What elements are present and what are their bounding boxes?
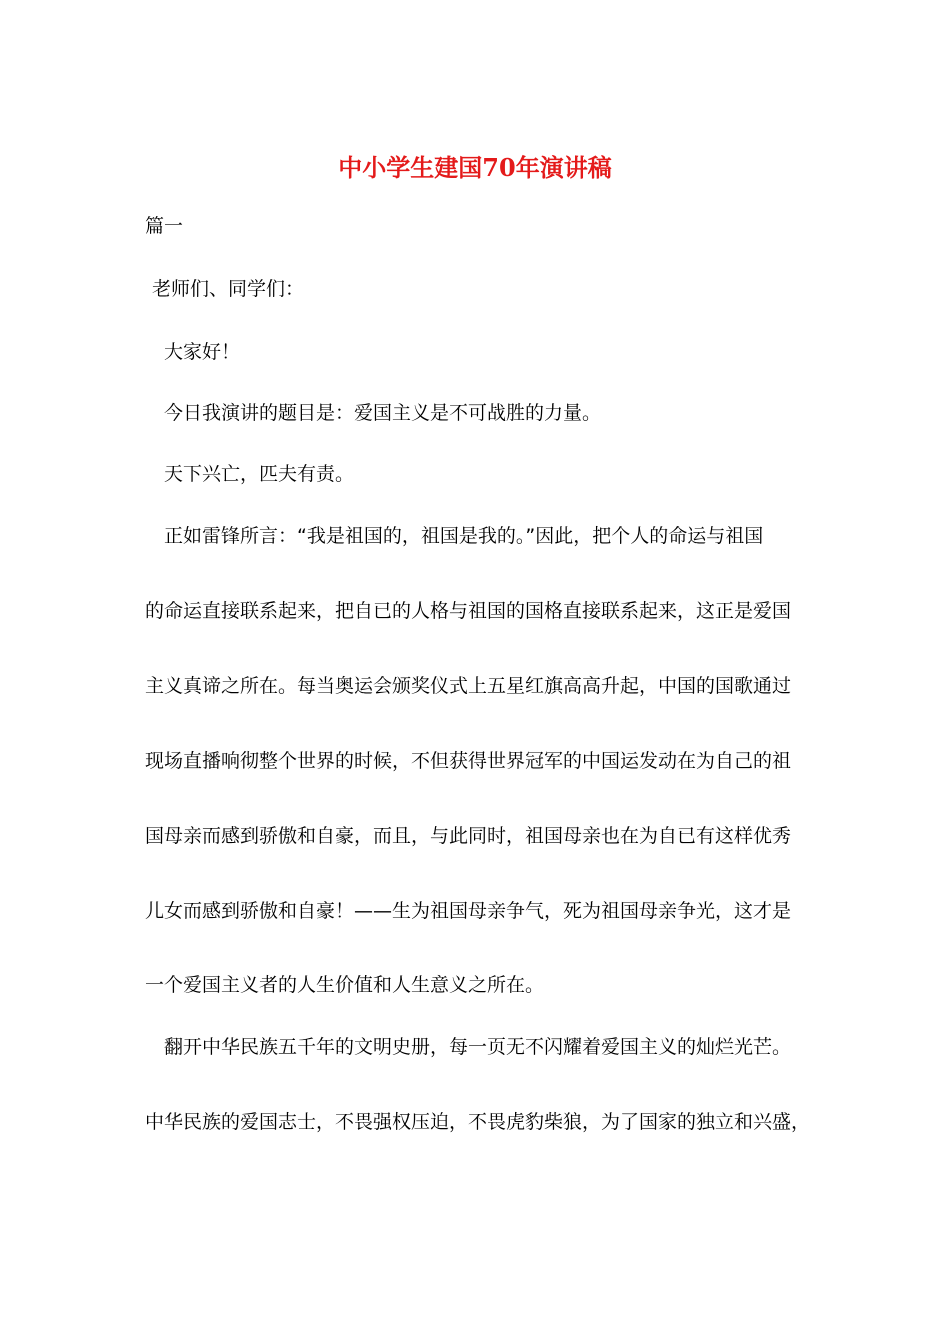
paragraph-line: 中华民族的爱国志士，不畏强权压迫，不畏虎豹柴狼，为了国家的独立和兴盛，: [145, 1111, 811, 1133]
paragraph-line: 国母亲而感到骄傲和自豪，而且，与此同时，祖国母亲也在为自已有这样优秀: [145, 825, 792, 847]
section-label: 篇一: [145, 215, 184, 237]
paragraph-line: 天下兴亡，匹夫有责。: [164, 463, 355, 485]
salutation: 老师们、同学们：: [152, 278, 305, 300]
greeting: 大家好！: [164, 341, 241, 363]
paragraph-line: 现场直播响彻整个世界的时候，不但获得世界冠军的中国运发动在为自己的祖: [145, 750, 792, 772]
paragraph-line: 正如雷锋所言：“我是祖国的，祖国是我的。”因此，把个人的命运与祖国: [164, 525, 764, 547]
paragraph-line: 主义真谛之所在。每当奥运会颁奖仪式上五星红旗高高升起，中国的国歌通过: [145, 675, 792, 697]
paragraph-line: 今日我演讲的题目是：爱国主义是不可战胜的力量。: [164, 402, 602, 424]
paragraph-line: 的命运直接联系起来，把自已的人格与祖国的国格直接联系起来，这正是爱国: [145, 600, 792, 622]
paragraph-line: 一个爱国主义者的人生价值和人生意义之所在。: [145, 974, 545, 996]
paragraph-line: 儿女而感到骄傲和自豪！——生为祖国母亲争气，死为祖国母亲争光，这才是: [145, 900, 792, 922]
document-title: 中小学生建国70年演讲稿: [338, 153, 612, 182]
paragraph-line: 翻开中华民族五千年的文明史册，每一页无不闪耀着爱国主义的灿烂光芒。: [164, 1036, 792, 1058]
